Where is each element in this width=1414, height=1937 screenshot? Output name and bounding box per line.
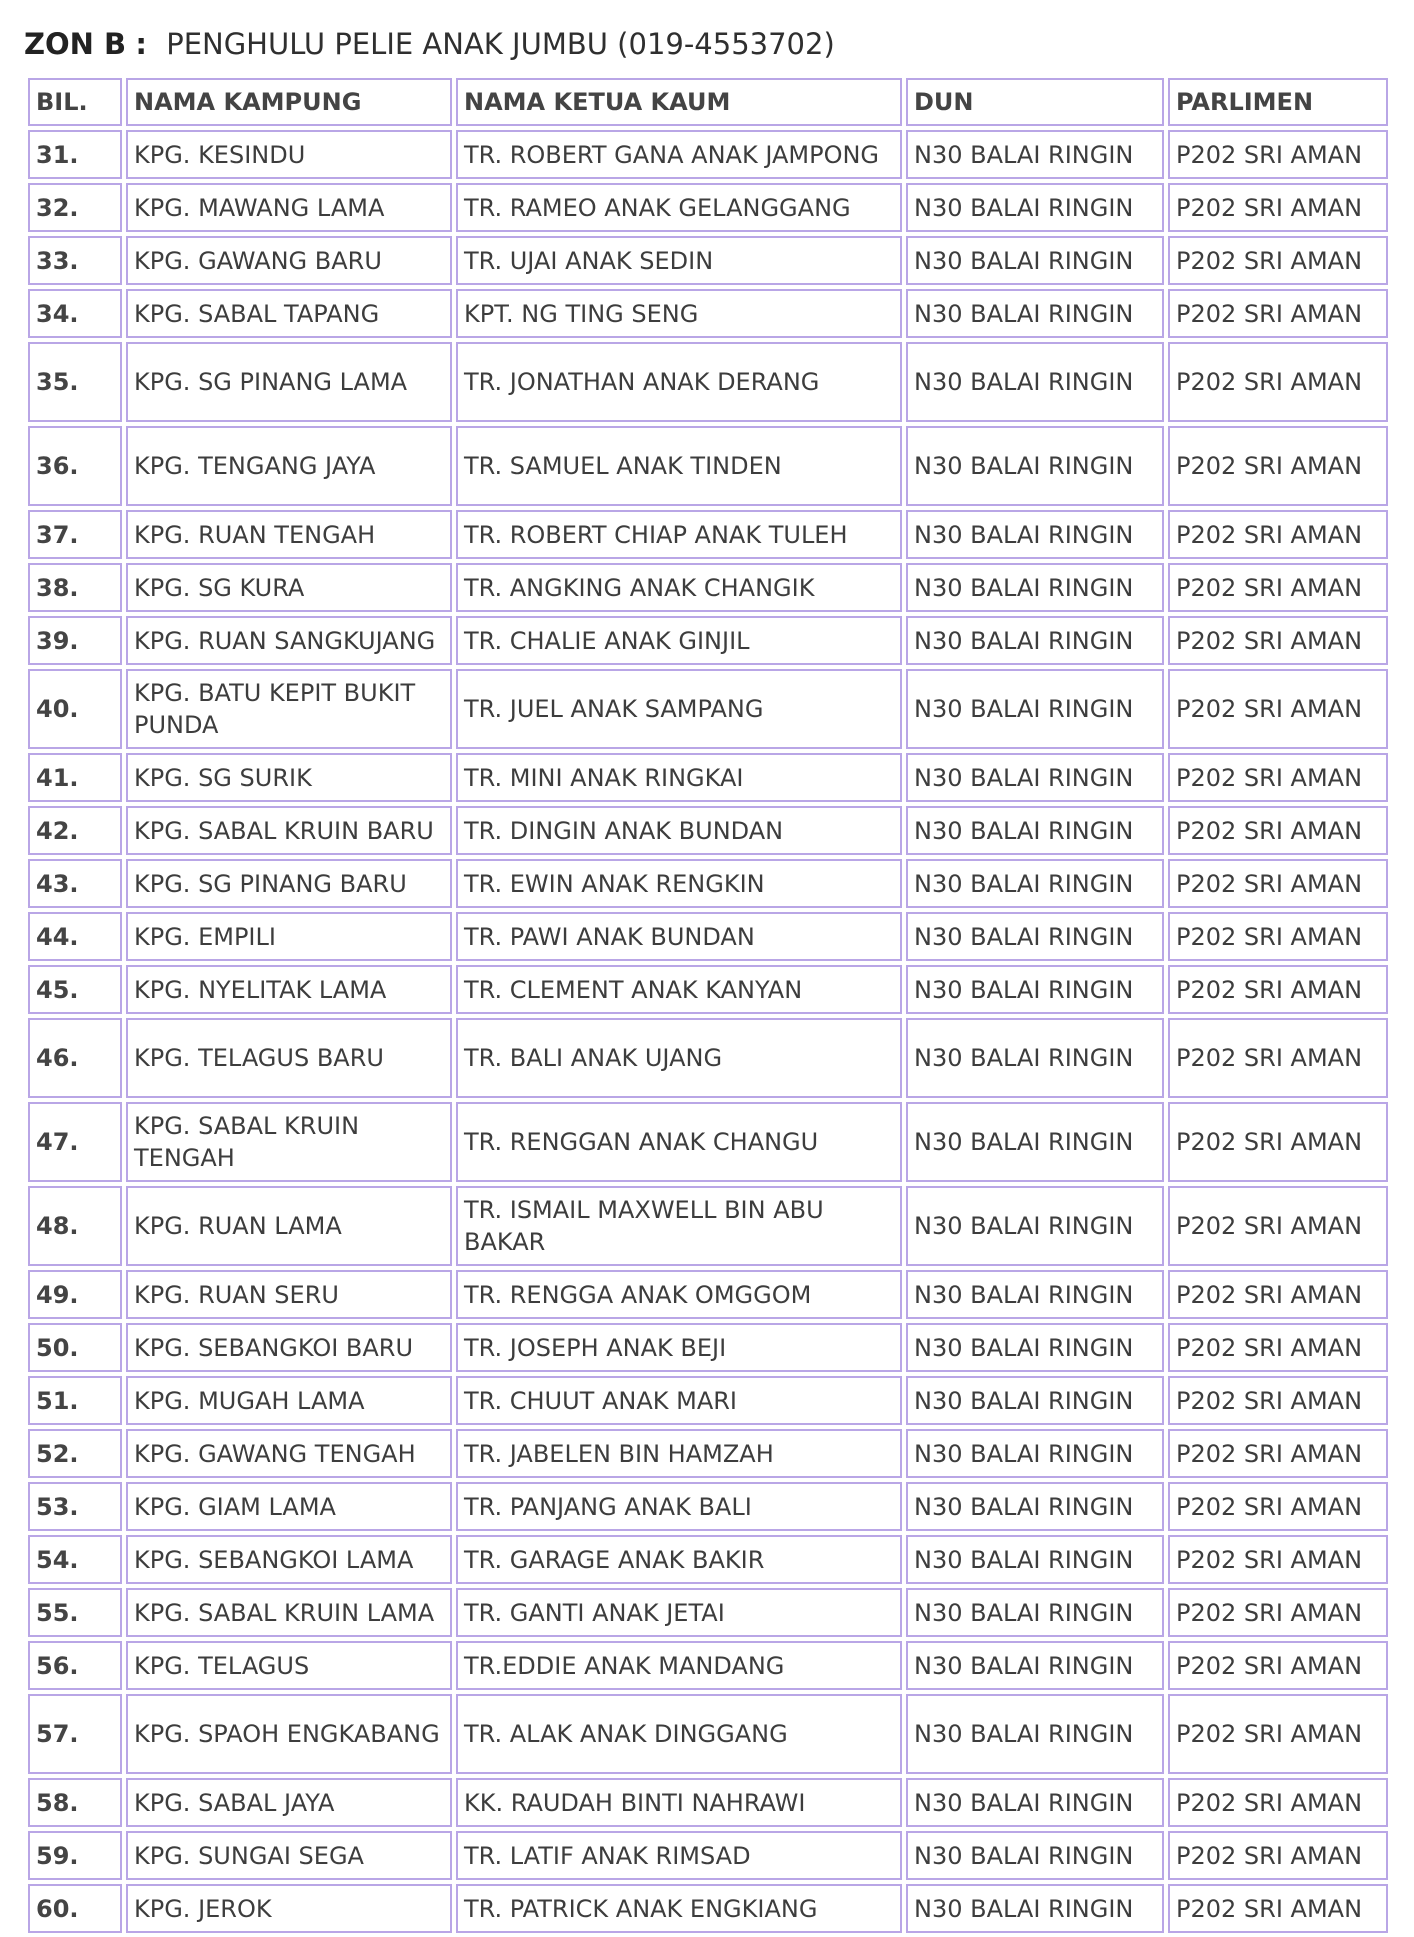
cell-nama-kampung: KPG. SEBANGKOI BARU xyxy=(126,1323,452,1372)
cell-nama-ketua-kaum: TR. EWIN ANAK RENGKIN xyxy=(456,859,902,908)
cell-parlimen: P202 SRI AMAN xyxy=(1168,669,1388,749)
cell-parlimen: P202 SRI AMAN xyxy=(1168,1429,1388,1478)
cell-dun: N30 BALAI RINGIN xyxy=(906,965,1164,1014)
cell-nama-ketua-kaum: TR. CHALIE ANAK GINJIL xyxy=(456,616,902,665)
cell-bil: 50. xyxy=(28,1323,122,1372)
cell-parlimen: P202 SRI AMAN xyxy=(1168,342,1388,422)
cell-parlimen: P202 SRI AMAN xyxy=(1168,1186,1388,1266)
cell-nama-kampung: KPG. TELAGUS BARU xyxy=(126,1018,452,1098)
cell-nama-kampung: KPG. SG PINANG LAMA xyxy=(126,342,452,422)
cell-parlimen: P202 SRI AMAN xyxy=(1168,912,1388,961)
table-row xyxy=(28,1588,1388,1637)
cell-bil: 40. xyxy=(28,669,122,749)
cell-nama-kampung: KPG. SG SURIK xyxy=(126,753,452,802)
cell-nama-ketua-kaum: KK. RAUDAH BINTI NAHRAWI xyxy=(456,1778,902,1827)
cell-dun: N30 BALAI RINGIN xyxy=(906,859,1164,908)
cell-nama-ketua-kaum: TR. SAMUEL ANAK TINDEN xyxy=(456,426,902,506)
cell-dun: N30 BALAI RINGIN xyxy=(906,806,1164,855)
table-row xyxy=(28,1270,1388,1319)
cell-nama-kampung: KPG. SABAL JAYA xyxy=(126,1778,452,1827)
cell-parlimen: P202 SRI AMAN xyxy=(1168,426,1388,506)
cell-bil: 35. xyxy=(28,342,122,422)
header-bil: BIL. xyxy=(28,78,122,126)
cell-parlimen: P202 SRI AMAN xyxy=(1168,1831,1388,1880)
cell-dun: N30 BALAI RINGIN xyxy=(906,1270,1164,1319)
table-row xyxy=(28,1186,1388,1266)
table-row xyxy=(28,1641,1388,1690)
table-row xyxy=(28,1778,1388,1827)
cell-bil: 49. xyxy=(28,1270,122,1319)
cell-bil: 38. xyxy=(28,563,122,612)
cell-nama-kampung: KPG. RUAN SANGKUJANG xyxy=(126,616,452,665)
cell-dun: N30 BALAI RINGIN xyxy=(906,1641,1164,1690)
penghulu-title: PENGHULU PELIE ANAK JUMBU (019-4553702) xyxy=(166,27,835,61)
cell-nama-ketua-kaum: TR. ROBERT GANA ANAK JAMPONG xyxy=(456,130,902,179)
table-row xyxy=(28,669,1388,749)
table-row xyxy=(28,130,1388,179)
cell-nama-kampung: KPG. GIAM LAMA xyxy=(126,1482,452,1531)
cell-dun: N30 BALAI RINGIN xyxy=(906,1186,1164,1266)
cell-parlimen: P202 SRI AMAN xyxy=(1168,1376,1388,1425)
zone-heading xyxy=(24,22,835,66)
cell-parlimen: P202 SRI AMAN xyxy=(1168,965,1388,1014)
cell-nama-kampung: KPG. SEBANGKOI LAMA xyxy=(126,1535,452,1584)
cell-dun: N30 BALAI RINGIN xyxy=(906,753,1164,802)
table-row xyxy=(28,965,1388,1014)
cell-parlimen: P202 SRI AMAN xyxy=(1168,1694,1388,1774)
cell-nama-ketua-kaum: TR. ALAK ANAK DINGGANG xyxy=(456,1694,902,1774)
cell-bil: 34. xyxy=(28,289,122,338)
cell-nama-kampung: KPG. TELAGUS xyxy=(126,1641,452,1690)
cell-nama-ketua-kaum: TR. CHUUT ANAK MARI xyxy=(456,1376,902,1425)
table-row xyxy=(28,426,1388,506)
cell-nama-ketua-kaum: TR. ISMAIL MAXWELL BIN ABU BAKAR xyxy=(456,1186,902,1266)
cell-dun: N30 BALAI RINGIN xyxy=(906,130,1164,179)
header-nama-ketua-kaum: NAMA KETUA KAUM xyxy=(456,78,902,126)
cell-bil: 41. xyxy=(28,753,122,802)
cell-nama-kampung: KPG. NYELITAK LAMA xyxy=(126,965,452,1014)
table-row xyxy=(28,342,1388,422)
cell-parlimen: P202 SRI AMAN xyxy=(1168,1102,1388,1182)
cell-parlimen: P202 SRI AMAN xyxy=(1168,289,1388,338)
cell-nama-ketua-kaum: TR.EDDIE ANAK MANDANG xyxy=(456,1641,902,1690)
cell-nama-kampung: KPG. MUGAH LAMA xyxy=(126,1376,452,1425)
cell-nama-ketua-kaum: TR. ANGKING ANAK CHANGIK xyxy=(456,563,902,612)
cell-bil: 37. xyxy=(28,510,122,559)
cell-parlimen: P202 SRI AMAN xyxy=(1168,510,1388,559)
table-row xyxy=(28,1535,1388,1584)
table-row xyxy=(28,1884,1388,1933)
cell-bil: 44. xyxy=(28,912,122,961)
table-row xyxy=(28,1482,1388,1531)
cell-parlimen: P202 SRI AMAN xyxy=(1168,806,1388,855)
cell-bil: 54. xyxy=(28,1535,122,1584)
cell-nama-kampung: KPG. SPAOH ENGKABANG xyxy=(126,1694,452,1774)
cell-bil: 52. xyxy=(28,1429,122,1478)
cell-bil: 33. xyxy=(28,236,122,285)
cell-dun: N30 BALAI RINGIN xyxy=(906,236,1164,285)
cell-dun: N30 BALAI RINGIN xyxy=(906,1018,1164,1098)
zone-separator: : xyxy=(135,27,147,61)
cell-bil: 55. xyxy=(28,1588,122,1637)
cell-dun: N30 BALAI RINGIN xyxy=(906,1482,1164,1531)
header-dun: DUN xyxy=(906,78,1164,126)
cell-nama-kampung: KPG. RUAN SERU xyxy=(126,1270,452,1319)
table-row xyxy=(28,1376,1388,1425)
cell-bil: 53. xyxy=(28,1482,122,1531)
cell-nama-ketua-kaum: KPT. NG TING SENG xyxy=(456,289,902,338)
cell-bil: 47. xyxy=(28,1102,122,1182)
cell-bil: 39. xyxy=(28,616,122,665)
cell-nama-ketua-kaum: TR. PAWI ANAK BUNDAN xyxy=(456,912,902,961)
cell-parlimen: P202 SRI AMAN xyxy=(1168,1482,1388,1531)
cell-parlimen: P202 SRI AMAN xyxy=(1168,1641,1388,1690)
cell-bil: 43. xyxy=(28,859,122,908)
cell-nama-kampung: KPG. GAWANG TENGAH xyxy=(126,1429,452,1478)
table-row xyxy=(28,806,1388,855)
cell-bil: 57. xyxy=(28,1694,122,1774)
cell-parlimen: P202 SRI AMAN xyxy=(1168,130,1388,179)
table-row xyxy=(28,1018,1388,1098)
cell-parlimen: P202 SRI AMAN xyxy=(1168,183,1388,232)
cell-dun: N30 BALAI RINGIN xyxy=(906,1429,1164,1478)
cell-nama-ketua-kaum: TR. RENGGAN ANAK CHANGU xyxy=(456,1102,902,1182)
cell-nama-kampung: KPG. JEROK xyxy=(126,1884,452,1933)
cell-nama-ketua-kaum: TR. RENGGA ANAK OMGGOM xyxy=(456,1270,902,1319)
cell-parlimen: P202 SRI AMAN xyxy=(1168,1270,1388,1319)
cell-dun: N30 BALAI RINGIN xyxy=(906,669,1164,749)
cell-nama-ketua-kaum: TR. GARAGE ANAK BAKIR xyxy=(456,1535,902,1584)
cell-bil: 58. xyxy=(28,1778,122,1827)
cell-nama-ketua-kaum: TR. CLEMENT ANAK KANYAN xyxy=(456,965,902,1014)
header-parlimen: PARLIMEN xyxy=(1168,78,1388,126)
cell-nama-ketua-kaum: TR. BALI ANAK UJANG xyxy=(456,1018,902,1098)
table-row xyxy=(28,563,1388,612)
table-row xyxy=(28,616,1388,665)
cell-nama-ketua-kaum: TR. LATIF ANAK RIMSAD xyxy=(456,1831,902,1880)
table-row xyxy=(28,1694,1388,1774)
cell-dun: N30 BALAI RINGIN xyxy=(906,1588,1164,1637)
cell-nama-ketua-kaum: TR. UJAI ANAK SEDIN xyxy=(456,236,902,285)
cell-parlimen: P202 SRI AMAN xyxy=(1168,753,1388,802)
cell-dun: N30 BALAI RINGIN xyxy=(906,426,1164,506)
cell-parlimen: P202 SRI AMAN xyxy=(1168,616,1388,665)
cell-bil: 31. xyxy=(28,130,122,179)
cell-dun: N30 BALAI RINGIN xyxy=(906,1323,1164,1372)
cell-nama-kampung: KPG. GAWANG BARU xyxy=(126,236,452,285)
zone-label: ZON B xyxy=(24,27,127,61)
cell-dun: N30 BALAI RINGIN xyxy=(906,510,1164,559)
table-header-row xyxy=(28,78,1388,126)
cell-nama-kampung: KPG. KESINDU xyxy=(126,130,452,179)
cell-nama-kampung: KPG. RUAN LAMA xyxy=(126,1186,452,1266)
cell-bil: 48. xyxy=(28,1186,122,1266)
table-row xyxy=(28,1831,1388,1880)
cell-nama-kampung: KPG. SABAL TAPANG xyxy=(126,289,452,338)
cell-nama-ketua-kaum: TR. JONATHAN ANAK DERANG xyxy=(456,342,902,422)
table-body xyxy=(28,130,1388,1933)
cell-nama-kampung: KPG. SG PINANG BARU xyxy=(126,859,452,908)
cell-nama-kampung: KPG. MAWANG LAMA xyxy=(126,183,452,232)
cell-dun: N30 BALAI RINGIN xyxy=(906,289,1164,338)
cell-bil: 36. xyxy=(28,426,122,506)
cell-dun: N30 BALAI RINGIN xyxy=(906,1535,1164,1584)
table-row xyxy=(28,289,1388,338)
cell-parlimen: P202 SRI AMAN xyxy=(1168,859,1388,908)
table-row xyxy=(28,510,1388,559)
table-row xyxy=(28,753,1388,802)
cell-bil: 42. xyxy=(28,806,122,855)
cell-nama-ketua-kaum: TR. ROBERT CHIAP ANAK TULEH xyxy=(456,510,902,559)
cell-dun: N30 BALAI RINGIN xyxy=(906,563,1164,612)
cell-bil: 56. xyxy=(28,1641,122,1690)
cell-dun: N30 BALAI RINGIN xyxy=(906,1376,1164,1425)
cell-nama-ketua-kaum: TR. PANJANG ANAK BALI xyxy=(456,1482,902,1531)
cell-nama-ketua-kaum: TR. RAMEO ANAK GELANGGANG xyxy=(456,183,902,232)
table-row xyxy=(28,912,1388,961)
cell-bil: 45. xyxy=(28,965,122,1014)
cell-nama-ketua-kaum: TR. PATRICK ANAK ENGKIANG xyxy=(456,1884,902,1933)
cell-parlimen: P202 SRI AMAN xyxy=(1168,1778,1388,1827)
cell-nama-ketua-kaum: TR. DINGIN ANAK BUNDAN xyxy=(456,806,902,855)
cell-nama-ketua-kaum: TR. GANTI ANAK JETAI xyxy=(456,1588,902,1637)
cell-nama-kampung: KPG. SABAL KRUIN LAMA xyxy=(126,1588,452,1637)
cell-parlimen: P202 SRI AMAN xyxy=(1168,236,1388,285)
cell-dun: N30 BALAI RINGIN xyxy=(906,1778,1164,1827)
cell-dun: N30 BALAI RINGIN xyxy=(906,1884,1164,1933)
cell-nama-kampung: KPG. SABAL KRUIN BARU xyxy=(126,806,452,855)
cell-dun: N30 BALAI RINGIN xyxy=(906,342,1164,422)
cell-dun: N30 BALAI RINGIN xyxy=(906,616,1164,665)
cell-dun: N30 BALAI RINGIN xyxy=(906,1831,1164,1880)
table-row xyxy=(28,1102,1388,1182)
cell-nama-ketua-kaum: TR. JOSEPH ANAK BEJI xyxy=(456,1323,902,1372)
header-nama-kampung: NAMA KAMPUNG xyxy=(126,78,452,126)
cell-nama-kampung: KPG. TENGANG JAYA xyxy=(126,426,452,506)
cell-nama-kampung: KPG. BATU KEPIT BUKIT PUNDA xyxy=(126,669,452,749)
table-row xyxy=(28,859,1388,908)
cell-parlimen: P202 SRI AMAN xyxy=(1168,563,1388,612)
cell-nama-kampung: KPG. SG KURA xyxy=(126,563,452,612)
cell-nama-ketua-kaum: TR. JUEL ANAK SAMPANG xyxy=(456,669,902,749)
cell-bil: 60. xyxy=(28,1884,122,1933)
cell-parlimen: P202 SRI AMAN xyxy=(1168,1884,1388,1933)
cell-nama-ketua-kaum: TR. MINI ANAK RINGKAI xyxy=(456,753,902,802)
cell-parlimen: P202 SRI AMAN xyxy=(1168,1018,1388,1098)
cell-nama-kampung: KPG. SABAL KRUIN TENGAH xyxy=(126,1102,452,1182)
table-row xyxy=(28,1323,1388,1372)
cell-bil: 32. xyxy=(28,183,122,232)
cell-parlimen: P202 SRI AMAN xyxy=(1168,1323,1388,1372)
cell-bil: 46. xyxy=(28,1018,122,1098)
table-row xyxy=(28,236,1388,285)
cell-parlimen: P202 SRI AMAN xyxy=(1168,1535,1388,1584)
cell-nama-ketua-kaum: TR. JABELEN BIN HAMZAH xyxy=(456,1429,902,1478)
cell-dun: N30 BALAI RINGIN xyxy=(906,912,1164,961)
cell-nama-kampung: KPG. EMPILI xyxy=(126,912,452,961)
cell-bil: 59. xyxy=(28,1831,122,1880)
table-row xyxy=(28,183,1388,232)
cell-nama-kampung: KPG. RUAN TENGAH xyxy=(126,510,452,559)
cell-bil: 51. xyxy=(28,1376,122,1425)
village-table xyxy=(24,74,1392,1937)
cell-dun: N30 BALAI RINGIN xyxy=(906,183,1164,232)
cell-nama-kampung: KPG. SUNGAI SEGA xyxy=(126,1831,452,1880)
cell-dun: N30 BALAI RINGIN xyxy=(906,1102,1164,1182)
cell-dun: N30 BALAI RINGIN xyxy=(906,1694,1164,1774)
cell-parlimen: P202 SRI AMAN xyxy=(1168,1588,1388,1637)
table-row xyxy=(28,1429,1388,1478)
